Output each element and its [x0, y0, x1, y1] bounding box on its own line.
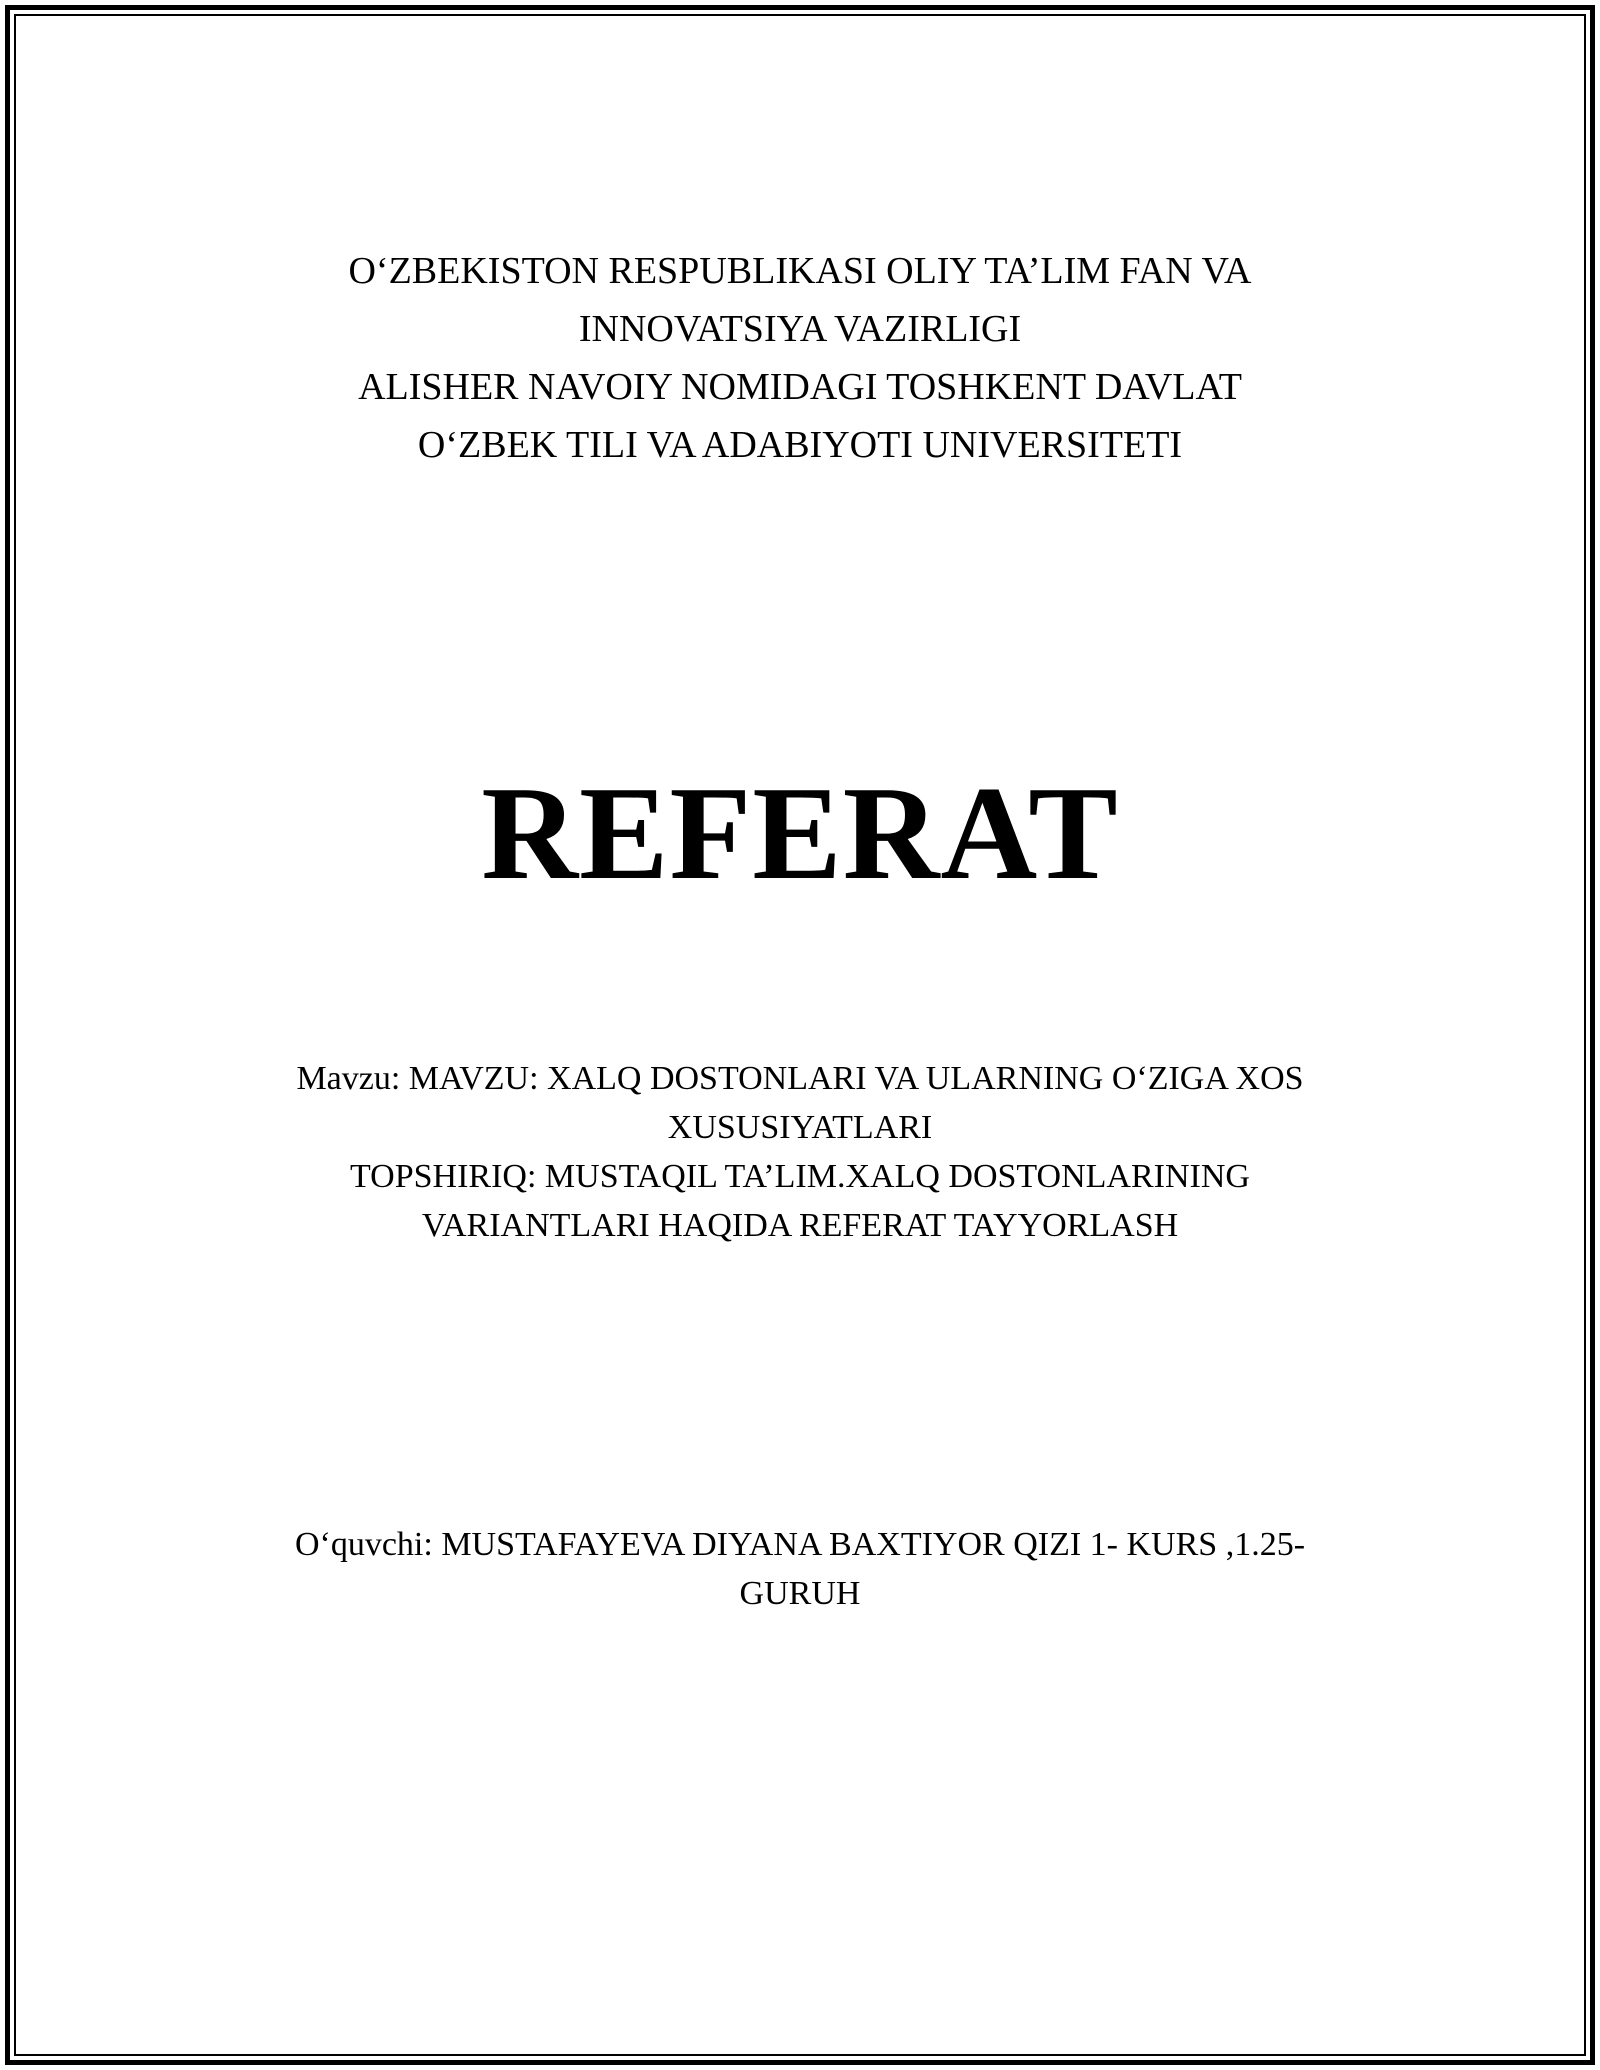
document-title: REFERAT: [481, 759, 1119, 907]
header-line: O‘ZBEK TILI VA ADABIYOTI UNIVERSITETI: [417, 424, 1183, 466]
institution-header: [0, 242, 1600, 474]
topic-line: Mavzu: MAVZU: XALQ DOSTONLARI VA ULARNING O‘ZIGA XOS: [296, 1060, 1304, 1097]
header-line: O‘ZBEKISTON RESPUBLIKASI OLIY TA’LIM FAN VA: [348, 250, 1252, 292]
header-line: ALISHER NAVOIY NOMIDAGI TOSHKENT DAVLAT: [358, 366, 1242, 408]
student-section: [0, 1520, 1600, 1618]
task-line: VARIANTLARI HAQIDA REFERAT TAYYORLASH: [421, 1207, 1179, 1244]
student-line: GURUH: [739, 1575, 861, 1612]
student-line: O‘quvchi: MUSTAFAYEVA DIYANA BAXTIYOR QIZI 1- KURS ,1.25-: [294, 1526, 1306, 1563]
topic-line: XUSUSIYATLARI: [667, 1109, 933, 1146]
topic-section: [0, 1054, 1600, 1250]
task-line: TOPSHIRIQ: MUSTAQIL TA’LIM.XALQ DOSTONLARINING: [350, 1158, 1250, 1195]
header-line: INNOVATSIYA VAZIRLIGI: [578, 308, 1022, 350]
